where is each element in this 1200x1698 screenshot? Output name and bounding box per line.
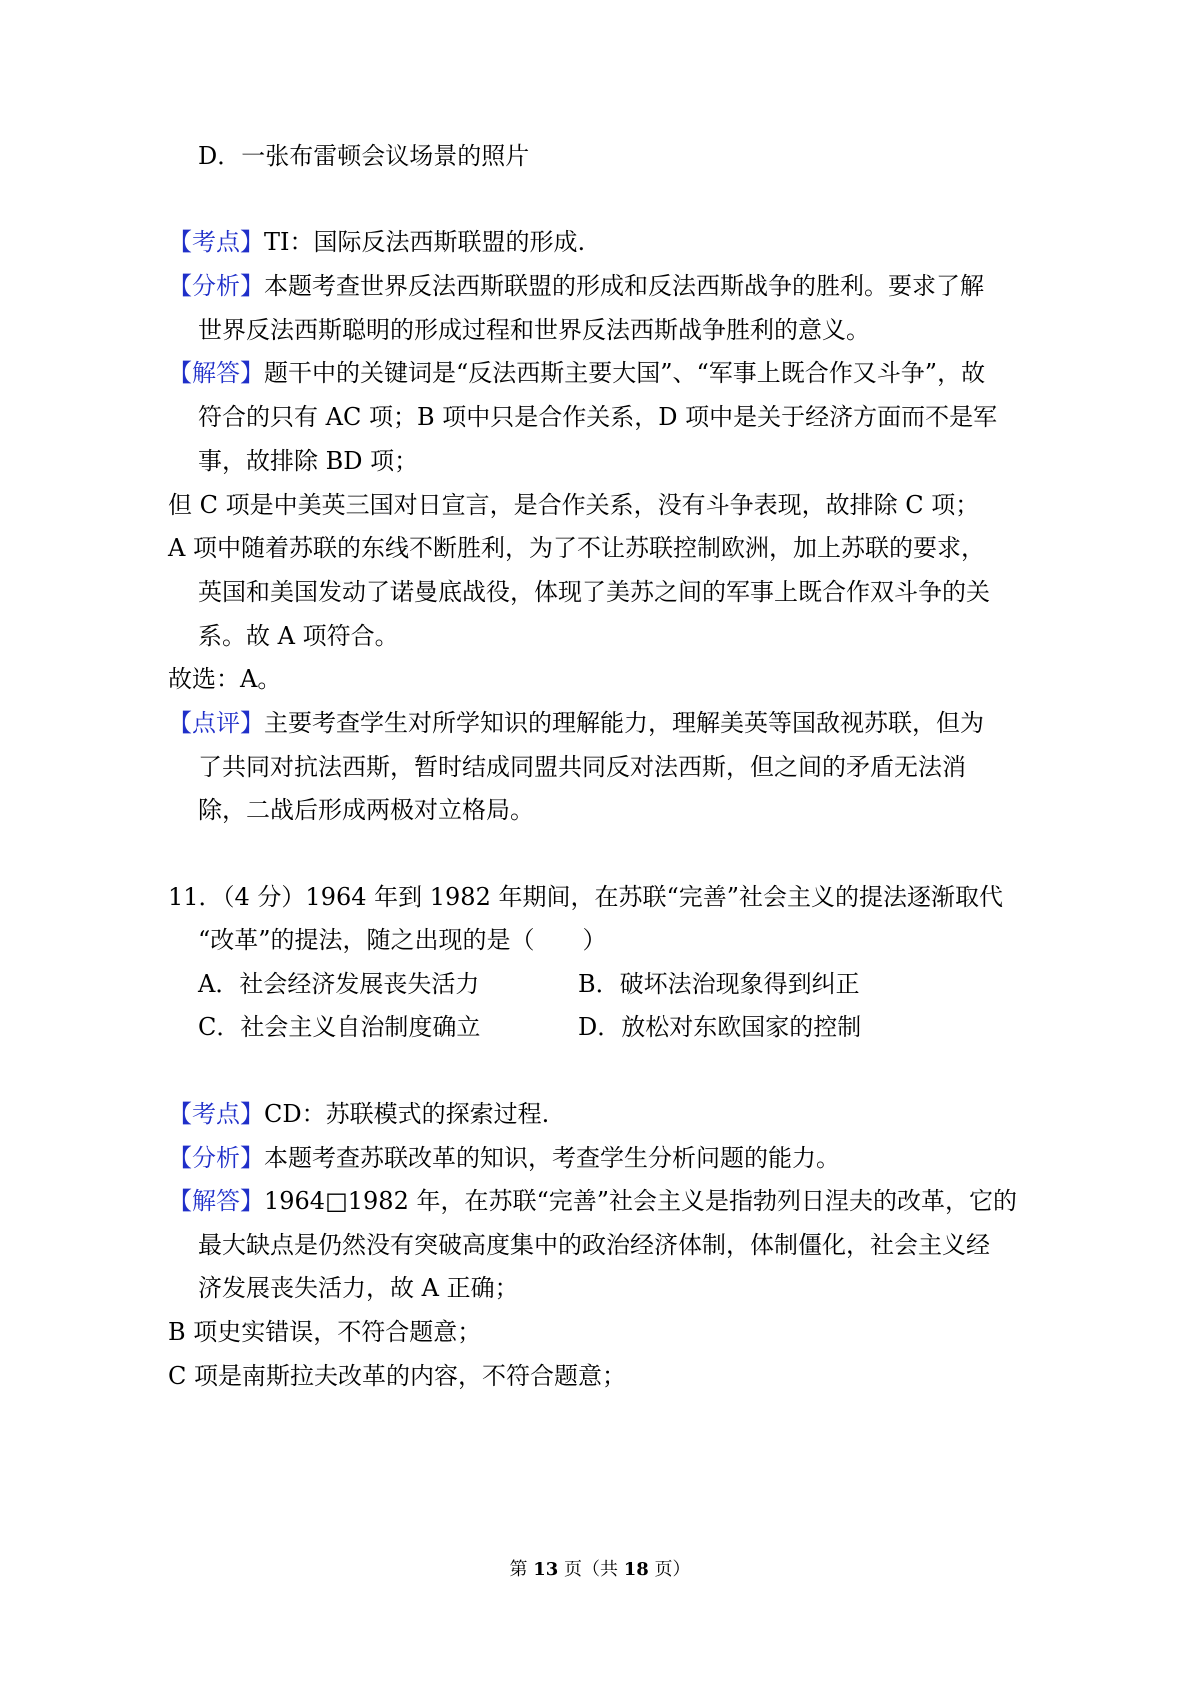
q10-jieda — [168, 357, 985, 389]
dianping-line1: 主要考查学生对所学知识的理解能力，理解美英等国敌视苏联，但为 — [264, 709, 984, 737]
fenxi-tag: 【分析】 — [168, 1144, 264, 1172]
q11-jieda-line3: 济发展丧失活力，故 A 正确； — [198, 1274, 519, 1302]
footer-page-number: 13 — [533, 1559, 559, 1580]
q10-dianping-line2: 了共同对抗法西斯，暂时结成同盟共同反对法西斯，但之间的矛盾无法消 — [198, 753, 966, 781]
kaodian-tag: 【考点】 — [168, 228, 264, 256]
fenxi-text: 本题考查苏联改革的知识，考查学生分析问题的能力。 — [264, 1144, 840, 1172]
jieda-tag: 【解答】 — [168, 1187, 264, 1215]
fenxi-line1: 本题考查世界反法西斯联盟的形成和反法西斯战争的胜利。要求了解 — [264, 272, 984, 300]
q11-stem-line2: “改革”的提法，随之出现的是（ ） — [198, 926, 607, 954]
footer-suffix: 页） — [648, 1559, 691, 1580]
q10-jieda-line6: 英国和美国发动了诺曼底战役，体现了美苏之间的军事上既合作双斗争的关 — [198, 578, 990, 606]
jieda-line1: 题干中的关键词是“反法西斯主要大国”、“军事上既合作又斗争”，故 — [264, 359, 986, 387]
q11-option-c: C．社会主义自治制度确立 — [198, 1013, 481, 1041]
footer-total-pages: 18 — [623, 1559, 649, 1580]
kaodian-text: TI：国际反法西斯联盟的形成. — [264, 228, 586, 256]
jieda-line1: 1964□1982 年，在苏联“完善”社会主义是指勃列日涅夫的改革，它的 — [264, 1187, 1017, 1215]
footer-prefix: 第 — [509, 1559, 534, 1580]
q10-dianping-line3: 除，二战后形成两极对立格局。 — [198, 796, 534, 824]
page-footer — [0, 1558, 1200, 1582]
dianping-tag: 【点评】 — [168, 709, 264, 737]
q10-jieda-line4: 但 C 项是中美英三国对日宣言，是合作关系，没有斗争表现，故排除 C 项； — [168, 491, 980, 519]
q11-option-d: D．放松对东欧国家的控制 — [578, 1013, 862, 1041]
q11-jieda-line4: B 项史实错误，不符合题意； — [168, 1318, 482, 1346]
q10-fenxi — [168, 270, 984, 302]
q11-jieda-line2: 最大缺点是仍然没有突破高度集中的政治经济体制，体制僵化，社会主义经 — [198, 1231, 990, 1259]
footer-middle: 页（共 — [558, 1559, 624, 1580]
q10-kaodian — [168, 226, 585, 258]
q10-answer: 故选：A。 — [168, 665, 282, 693]
q10-jieda-line5: A 项中随着苏联的东线不断胜利，为了不让苏联控制欧洲，加上苏联的要求， — [168, 534, 985, 562]
jieda-tag: 【解答】 — [168, 359, 264, 387]
q10-dianping — [168, 707, 984, 739]
q10-option-d: D．一张布雷顿会议场景的照片 — [198, 142, 530, 170]
kaodian-tag: 【考点】 — [168, 1100, 264, 1128]
q11-jieda — [168, 1185, 1017, 1217]
q10-jieda-line2: 符合的只有 AC 项；B 项中只是合作关系，D 项中是关于经济方面而不是军 — [198, 403, 998, 431]
q11-kaodian — [168, 1098, 549, 1130]
q10-jieda-line3: 事，故排除 BD 项； — [198, 447, 419, 475]
q11-option-b: B．破坏法治现象得到纠正 — [578, 970, 860, 998]
q10-fenxi-line2: 世界反法西斯聪明的形成过程和世界反法西斯战争胜利的意义。 — [198, 316, 870, 344]
kaodian-text: CD：苏联模式的探索过程. — [264, 1100, 550, 1128]
q11-option-a: A．社会经济发展丧失活力 — [198, 970, 480, 998]
q10-jieda-line7: 系。故 A 项符合。 — [198, 622, 399, 650]
q11-stem-line1: 11．（4 分）1964 年到 1982 年期间，在苏联“完善”社会主义的提法逐渐取代 — [168, 883, 1004, 911]
q11-jieda-line5: C 项是南斯拉夫改革的内容，不符合题意； — [168, 1362, 626, 1390]
fenxi-tag: 【分析】 — [168, 272, 264, 300]
q11-fenxi — [168, 1142, 840, 1174]
